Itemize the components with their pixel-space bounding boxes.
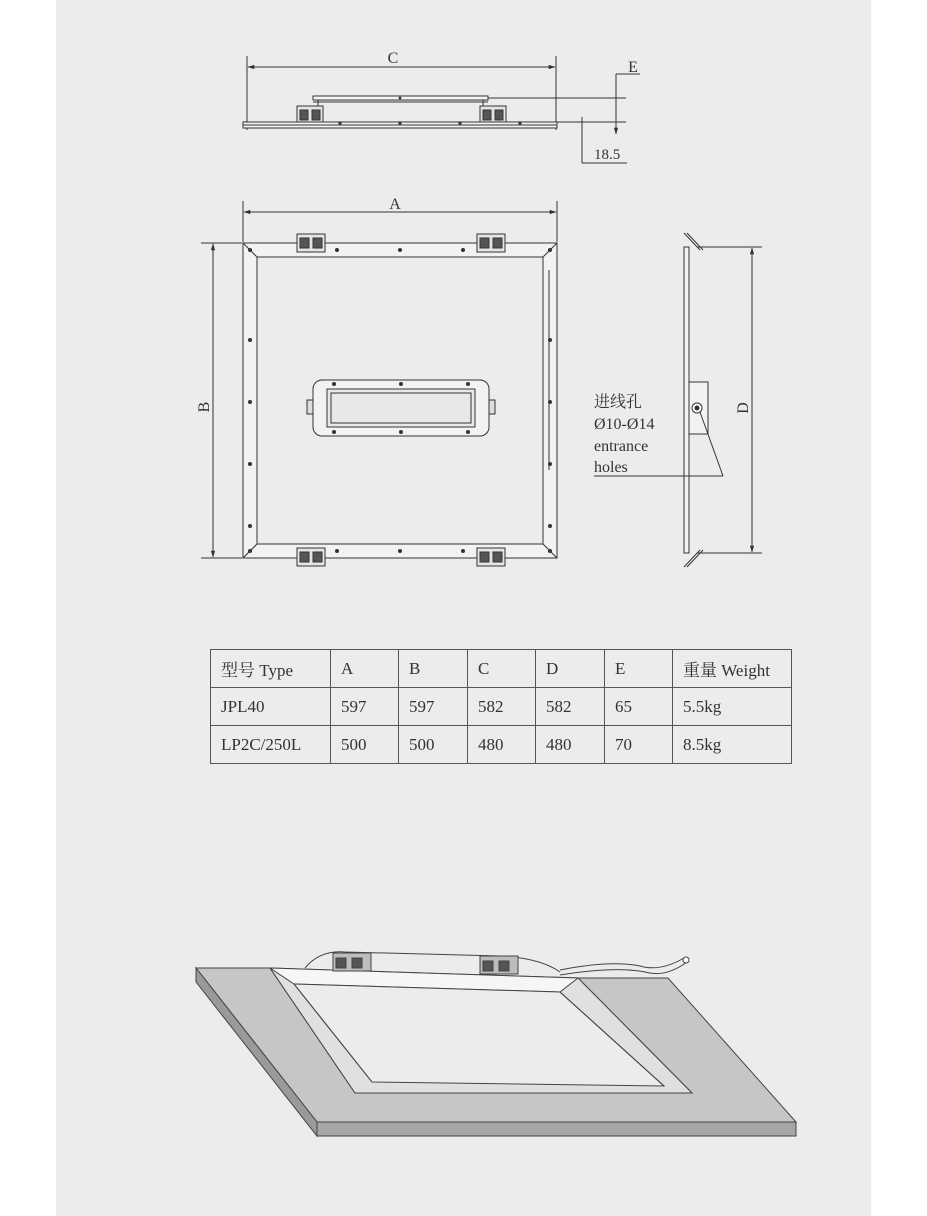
dim-label-c: C: [387, 50, 399, 67]
table-cell: JPL40: [211, 688, 331, 726]
dim-label-offset: 18.5: [594, 147, 621, 163]
callout-line-4: holes: [594, 459, 628, 476]
side-view-top: [243, 56, 640, 163]
table-cell: 500: [399, 726, 468, 764]
installation-illustration: [196, 952, 796, 1136]
table-row: [211, 726, 792, 764]
header-cell: A: [331, 650, 399, 688]
table-cell: 582: [468, 688, 536, 726]
table-row: [211, 688, 792, 726]
table-cell: 500: [331, 726, 399, 764]
front-view: [201, 201, 557, 566]
table-header-row: [211, 650, 792, 688]
spec-table: [210, 649, 792, 764]
callout-line-1: 进线孔: [594, 394, 643, 411]
table-cell: 597: [399, 688, 468, 726]
entrance-holes-callout: [594, 393, 654, 476]
dim-label-a: A: [389, 196, 401, 213]
table-cell: 582: [536, 688, 605, 726]
header-cell: D: [536, 650, 605, 688]
table-cell: 597: [331, 688, 399, 726]
table-cell: 5.5kg: [673, 688, 792, 726]
table-cell: LP2C/250L: [211, 726, 331, 764]
header-cell: B: [399, 650, 468, 688]
dim-label-b: B: [196, 401, 213, 413]
header-cell: E: [605, 650, 673, 688]
header-cell: C: [468, 650, 536, 688]
table-cell: 70: [605, 726, 673, 764]
table-cell: 480: [468, 726, 536, 764]
dim-label-d: D: [735, 402, 752, 414]
table-cell: 480: [536, 726, 605, 764]
table-cell: 8.5kg: [673, 726, 792, 764]
header-cell: 型号 Type: [211, 650, 331, 688]
dim-label-e: E: [628, 59, 638, 76]
header-cell: 重量 Weight: [673, 650, 792, 688]
callout-line-3: entrance: [594, 438, 649, 455]
callout-line-2: Ø10-Ø14: [594, 416, 655, 433]
table-cell: 65: [605, 688, 673, 726]
